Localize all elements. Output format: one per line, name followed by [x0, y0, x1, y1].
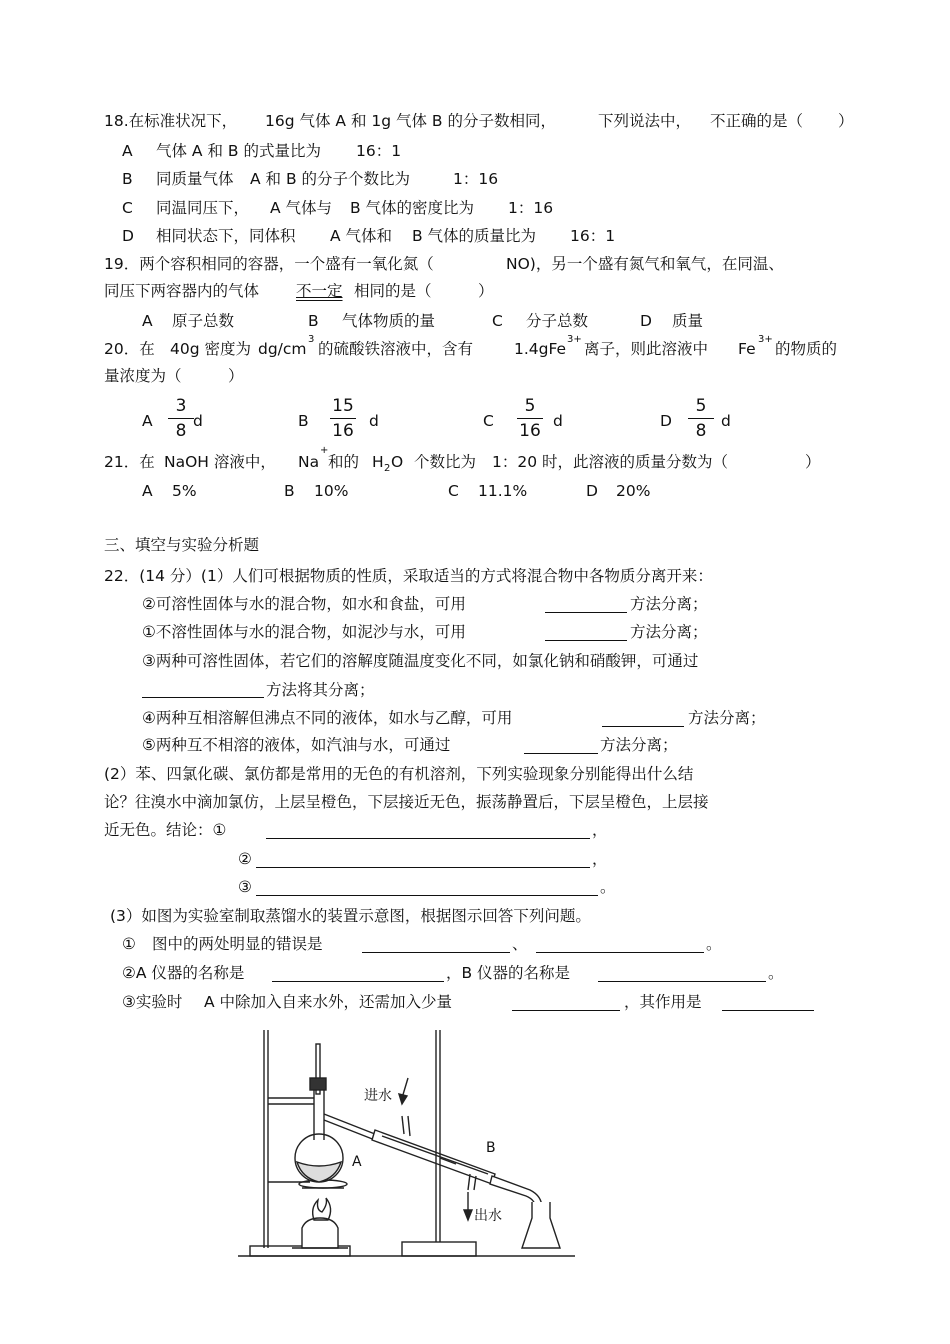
option-label: B	[308, 312, 319, 330]
option-label: C	[122, 199, 133, 217]
option-label: B	[298, 412, 309, 430]
q21-text: 和的	[328, 453, 360, 471]
flask-liquid	[297, 1162, 341, 1182]
q21-text: Na	[298, 453, 320, 471]
label-a: A	[352, 1154, 362, 1170]
receiving-flask	[522, 1202, 560, 1248]
option-label: B	[284, 482, 295, 500]
option-label: B	[122, 170, 133, 188]
q22-part2: 论？往溴水中滴加氯仿，上层呈橙色，下层接近无色，振荡静置后，下层呈橙色，上层接	[104, 793, 709, 811]
fraction-numerator: 15	[332, 396, 354, 416]
superscript: +	[320, 445, 329, 456]
answer-blank[interactable]	[545, 612, 627, 613]
fraction-bar	[517, 418, 543, 419]
option-text: B 气体的质量比为	[412, 227, 537, 245]
item-text: ，其作用是	[624, 993, 702, 1011]
fraction-bar	[168, 418, 194, 419]
q20-text: 的硫酸铁溶液中，含有	[318, 340, 474, 358]
option-text: 原子总数	[172, 312, 235, 330]
q19-text: 相同的是（	[354, 282, 432, 300]
q21-text: 21．在	[104, 453, 155, 471]
option-unit: d	[193, 412, 203, 430]
option-text: 5%	[172, 482, 197, 500]
item-text: ①	[122, 935, 136, 953]
option-unit: d	[369, 412, 379, 430]
option-text: 质量	[672, 312, 704, 330]
item-text: A 中除加入自来水外，还需加入少量	[204, 993, 453, 1011]
option-text: A 气体和	[330, 227, 393, 245]
q19-text: ）	[478, 282, 494, 300]
option-label: C	[492, 312, 503, 330]
item-text: 方法将其分离；	[266, 681, 375, 699]
option-text: 分子总数	[526, 312, 589, 330]
option-text: 11.1%	[478, 482, 528, 500]
option-label: A	[142, 312, 153, 330]
side-arm	[324, 1114, 380, 1136]
item-text: 。	[600, 878, 616, 896]
item-text: 方法分离；	[630, 623, 708, 641]
q18-stem-text: 下列说法中，	[598, 112, 692, 130]
option-label: D	[640, 312, 652, 330]
stopper	[310, 1078, 326, 1090]
superscript: 3+	[567, 334, 582, 345]
item-text: ，	[592, 850, 608, 868]
q18-stem-text: 18.在标准状况下，	[104, 112, 238, 130]
option-text: 16：1	[570, 227, 616, 245]
burner	[302, 1218, 338, 1248]
q20-text: 的物质的	[775, 340, 838, 358]
q21-text: H	[372, 453, 384, 471]
q18-stem-text: ）	[838, 112, 854, 130]
q22-part2: (2）苯、四氯化碳、氯仿都是常用的无色的有机溶剂，下列实验现象分别能得出什么结	[104, 765, 694, 783]
option-text: A 气体与	[270, 199, 333, 217]
fraction-numerator: 3	[175, 396, 187, 416]
q19-emphasis: 不一定	[296, 282, 343, 300]
q20-text: 离子，则此溶液中	[584, 340, 709, 358]
subscript: 2	[384, 463, 391, 474]
fraction-denominator: 16	[332, 421, 354, 441]
option-text: 20%	[616, 482, 651, 500]
answer-blank[interactable]	[362, 952, 510, 953]
item-text: ⑤两种互不相溶的液体，如汽油与水，可通过	[142, 736, 451, 754]
answer-blank[interactable]	[256, 867, 590, 868]
q19-text: 19．两个容积相同的容器，一个盛有一氧化氮（	[104, 255, 434, 273]
q20-text: 20．在	[104, 340, 155, 358]
option-text: 同温同压下，	[156, 199, 250, 217]
item-text: 图中的两处明显的错误是	[152, 935, 323, 953]
section-heading: 三、填空与实验分析题	[104, 536, 260, 554]
answer-blank[interactable]	[602, 726, 684, 727]
fraction-bar	[330, 418, 356, 419]
fraction	[517, 395, 543, 442]
q21-text: 个数比为	[414, 453, 477, 471]
q18-stem-text: 16g 气体 A 和 1g 气体 B 的分子数相同，	[265, 112, 556, 130]
option-text: 气体 A 和 B 的式量比为	[156, 142, 321, 160]
option-label: D	[586, 482, 598, 500]
answer-blank[interactable]	[598, 981, 766, 982]
answer-blank[interactable]	[545, 640, 627, 641]
option-unit: d	[553, 412, 563, 430]
option-label: C	[448, 482, 459, 500]
fraction	[688, 395, 714, 442]
item-text: ②	[238, 850, 252, 868]
option-text: 16：1	[356, 142, 402, 160]
answer-blank[interactable]	[256, 895, 598, 896]
item-text: 方法分离；	[600, 736, 678, 754]
q21-text: NaOH 溶液中，	[164, 453, 276, 471]
option-label: D	[122, 227, 134, 245]
label-water-in: 进水	[364, 1088, 392, 1104]
q20-text: Fe	[738, 340, 756, 358]
q22-part3: (3）如图为实验室制取蒸馏水的装置示意图，根据图示回答下列问题。	[110, 907, 591, 925]
item-text: 、	[512, 935, 528, 953]
option-label: D	[660, 412, 672, 430]
item-text: ④两种互相溶解但沸点不同的液体，如水与乙醇，可用	[142, 709, 513, 727]
fraction-denominator: 16	[519, 421, 541, 441]
condenser-b	[372, 1130, 495, 1184]
item-text: 方法分离；	[688, 709, 766, 727]
right-stand-base	[402, 1242, 476, 1256]
item-text: 。	[768, 964, 784, 982]
item-text: ，	[592, 821, 608, 839]
item-text: ③	[238, 878, 252, 896]
answer-blank[interactable]	[272, 981, 444, 982]
fraction	[168, 395, 194, 442]
q20-text: 量浓度为（ ）	[104, 367, 244, 385]
q20-text: dg/cm	[258, 340, 307, 358]
option-label: A	[142, 412, 153, 430]
water-inlet	[402, 1116, 404, 1134]
superscript: 3+	[758, 334, 773, 345]
item-text: ②A 仪器的名称是	[122, 964, 245, 982]
flame	[313, 1198, 331, 1220]
q18-stem-text: 不正确的是（	[710, 112, 804, 130]
q21-text: 1：20 时，此溶液的质量分数为（	[492, 453, 729, 471]
option-text: B 气体的密度比为	[350, 199, 475, 217]
q21-text: ）	[805, 453, 821, 471]
q21-text: O	[391, 453, 404, 471]
answer-blank[interactable]	[142, 697, 264, 698]
item-text: ③实验时	[122, 993, 183, 1011]
item-text: ②可溶性固体与水的混合物，如水和食盐，可用	[142, 595, 466, 613]
superscript: 3	[308, 334, 315, 345]
item-text: 。	[706, 935, 722, 953]
q20-text: 1.4gFe	[514, 340, 567, 358]
item-text: 方法分离；	[630, 595, 708, 613]
label-b: B	[486, 1140, 496, 1156]
option-text: 1：16	[508, 199, 554, 217]
answer-blank[interactable]	[536, 952, 704, 953]
fraction	[330, 395, 356, 442]
item-text: 近无色。结论：①	[104, 821, 227, 839]
option-text: 相同状态下，同体积	[156, 227, 296, 245]
fraction-numerator: 5	[695, 396, 707, 416]
answer-blank[interactable]	[512, 1010, 620, 1011]
option-label: A	[142, 482, 153, 500]
q22-intro: 22．(14 分）(1）人们可根据物质的性质，采取适当的方式将混合物中各物质分离开来：	[104, 567, 713, 585]
q19-text: NO)，另一个盛有氮气和氧气，在同温、	[506, 255, 784, 273]
option-unit: d	[721, 412, 731, 430]
label-water-out: 出水	[474, 1208, 502, 1224]
item-text: ③两种可溶性固体，若它们的溶解度随温度变化不同，如氯化钠和硝酸钾，可通过	[142, 652, 699, 670]
answer-blank[interactable]	[266, 838, 590, 839]
fraction-bar	[688, 418, 714, 419]
option-text: 10%	[314, 482, 349, 500]
fraction-denominator: 8	[695, 421, 707, 441]
q20-text: 40g 密度为	[170, 340, 251, 358]
option-text: 气体物质的量	[342, 312, 436, 330]
distillation-diagram	[230, 1022, 590, 1272]
option-label: A	[122, 142, 133, 160]
item-text: ，B 仪器的名称是	[446, 964, 571, 982]
answer-blank[interactable]	[524, 753, 598, 754]
answer-blank[interactable]	[722, 1010, 814, 1011]
option-text: 1：16	[453, 170, 499, 188]
water-outlet	[468, 1174, 470, 1190]
fraction-denominator: 8	[175, 421, 187, 441]
item-text: ①不溶性固体与水的混合物，如泥沙与水，可用	[142, 623, 466, 641]
option-label: C	[483, 412, 494, 430]
q19-text: 同压下两容器内的气体	[104, 282, 260, 300]
option-text: A 和 B 的分子个数比为	[250, 170, 411, 188]
option-text: 同质量气体	[156, 170, 234, 188]
fraction-numerator: 5	[524, 396, 536, 416]
